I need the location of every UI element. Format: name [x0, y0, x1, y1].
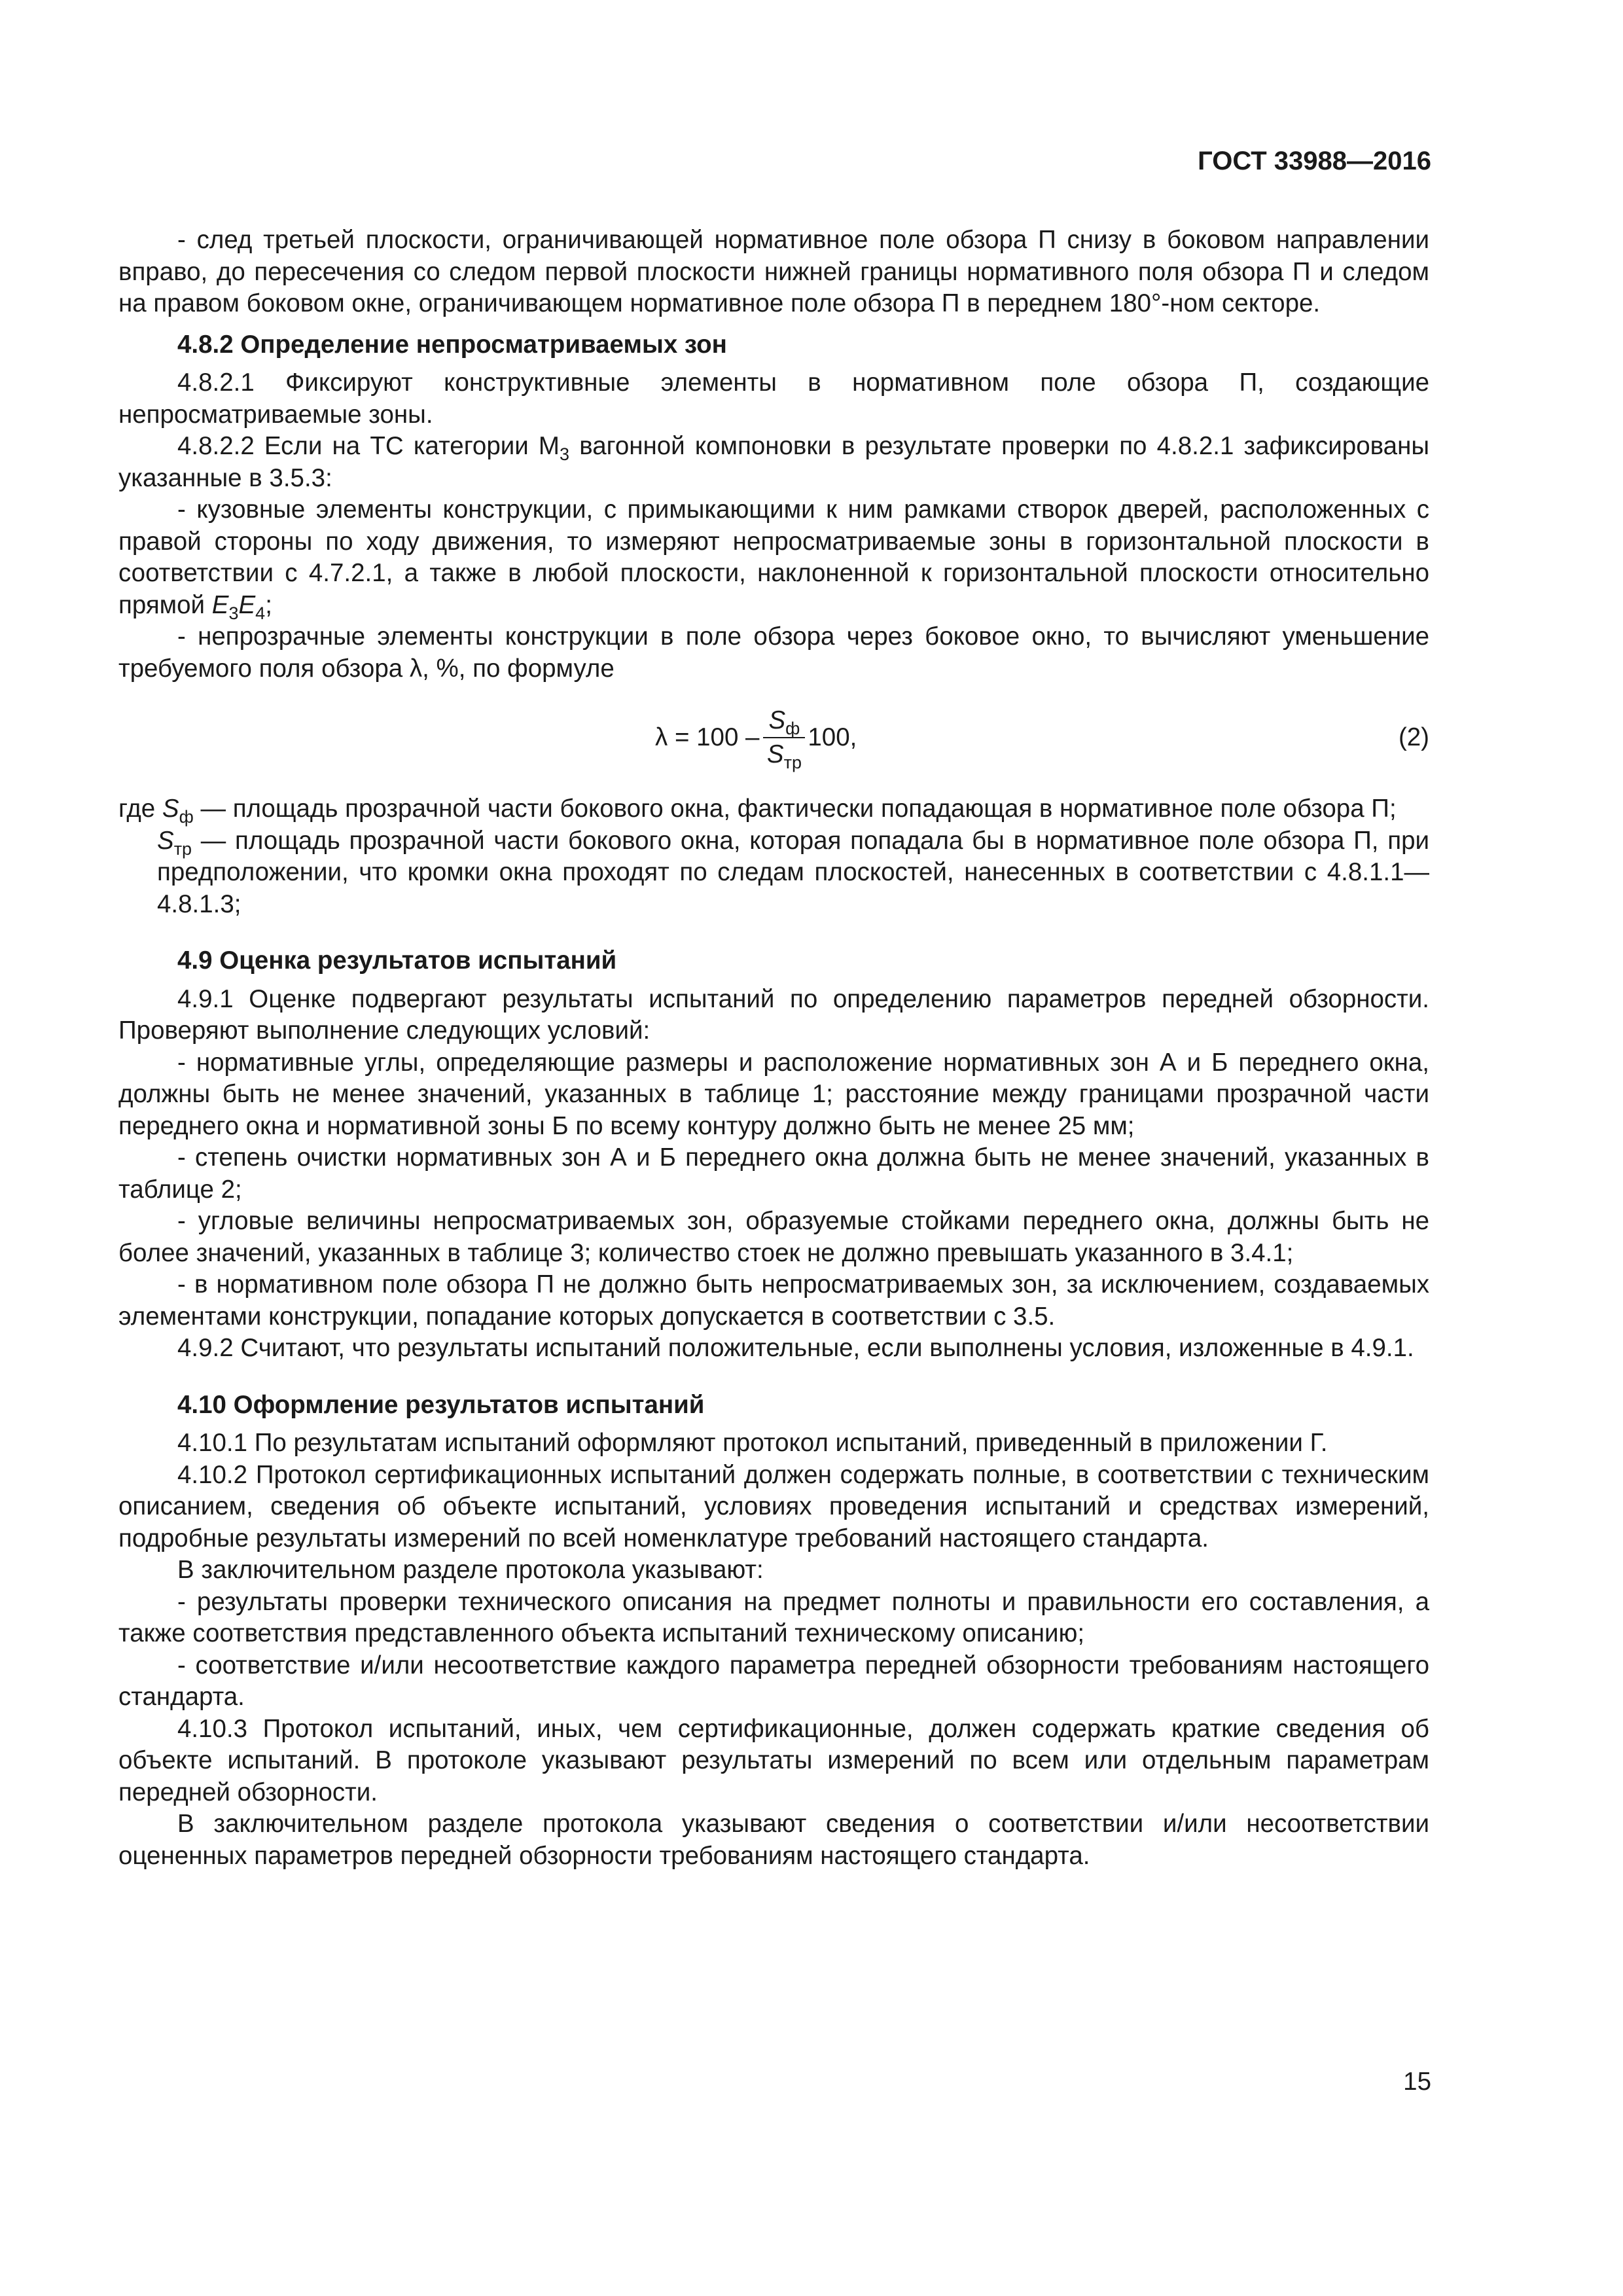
bullet-opaque-elements: - непрозрачные элементы конструкции в поле обзора через боковое окно, то вычисляют уменьшение требуемого поля обзора λ, %, по формуле	[118, 622, 1429, 683]
formula-fraction	[763, 706, 805, 770]
heading-4-9: 4.9 Оценка результатов испытаний	[177, 946, 617, 975]
paragraph-4-10-1: 4.10.1 По результатам испытаний оформляют протокол испытаний, приведенный в приложении Г.	[177, 1429, 1328, 1457]
bullet-parameter-compliance: - соответствие и/или несоответствие каждого параметра передней обзорности требованиям настоящего стандарта.	[118, 1651, 1429, 1711]
formula-number: (2)	[1398, 723, 1429, 751]
numerator-subscript: ф	[785, 719, 800, 738]
page-number: 15	[1403, 2068, 1431, 2096]
bullet-normative-angles: - нормативные углы, определяющие размеры и расположение нормативных зон А и Б переднего окна, должны быть не менее значений, указанных в таблице 1; расстояние между границами прозрачной части переднего окна и нормативной зоны Б по всему контуру должно быть не менее 25 мм;	[118, 1048, 1429, 1140]
bullet-tech-description-check: - результаты проверки технического описания на предмет полноты и правильности его составления, а также соответствия представленного объекта испытаний техническому описанию;	[118, 1587, 1429, 1647]
formula-expression	[655, 689, 857, 787]
bullet-no-blind-zones: - в нормативном поле обзора П не должно быть непросматриваемых зон, за исключением, создаваемых элементами конструкции, попадание которых допускается в соответствии с 3.5.	[118, 1270, 1429, 1331]
definition-s-tr-text: — площадь прозрачной части бокового окна, которая попадала бы в нормативное поле обзора П, при предположении, что кромки окна проходят по следам плоскостей, нанесенных в соответствии с 4.8.1.1—4.8.1.3;	[157, 826, 1429, 918]
definition-s-f-subscript: ф	[179, 807, 194, 827]
paragraph-final-section-summary: В заключительном разделе протокола указывают сведения о соответствии и/или несоответствии оцененных параметров передней обзорности требованиям настоящего стандарта.	[118, 1810, 1429, 1870]
paragraph-4-8-2-2-end: вагонной компоновки в результате проверки по 4.8.2.1 зафиксированы указанные в 3.5.3:	[118, 432, 1429, 492]
paragraph-4-10-3: 4.10.3 Протокол испытаний, иных, чем сертификационные, должен содержать краткие сведения об объекте испытаний. В протоколе указывают результаты измерений по всем или отдельным параметрам передней обзорности.	[118, 1714, 1429, 1806]
document-code-header: ГОСТ 33988—2016	[1198, 147, 1431, 175]
paragraph-4-10-2: 4.10.2 Протокол сертификационных испытаний должен содержать полные, в соответствии с техническим описанием, сведения об объекте испытаний, условиях проведения испытаний и средствах измерений, подробные результаты измерений по всей номенклатуре требований настоящего стандарта.	[118, 1460, 1429, 1552]
paragraph-4-8-2-2	[118, 431, 1429, 494]
line-e4-letter: E	[238, 590, 256, 619]
denominator-subscript: тр	[783, 753, 802, 772]
intro-paragraph: - след третьей плоскости, ограничивающей нормативное поле обзора П снизу в боковом направлении вправо, до пересечения со следом первой плоскости нижней границы нормативного поля обзора П и следом на правом боковом окне, ограничивающем нормативное поле обзора П в переднем 180°-ном секторе.	[118, 226, 1429, 317]
definition-s-tr-subscript: тр	[173, 838, 192, 859]
definition-s-f-symbol: S	[162, 795, 179, 823]
paragraph-final-section-intro: В заключительном разделе протокола указывают:	[177, 1556, 764, 1584]
definition-where: где	[118, 795, 162, 823]
definition-s-f-text: — площадь прозрачной части бокового окна, фактически попадающая в нормативное поле обзора П;	[193, 795, 1397, 823]
fraction-numerator	[763, 706, 805, 738]
paragraph-4-9-2: 4.9.2 Считают, что результаты испытаний положительные, если выполнены условия, изложенные в 4.9.1.	[177, 1334, 1414, 1362]
category-subscript: 3	[560, 444, 570, 464]
heading-4-8-2: 4.8.2 Определение непросматриваемых зон	[177, 330, 727, 359]
numerator-symbol: S	[768, 706, 786, 734]
formula-multiplier: 100,	[808, 723, 857, 751]
formula-block	[118, 689, 1429, 787]
fraction-denominator	[767, 738, 802, 770]
bullet-cleaning-degree: - степень очистки нормативных зон А и Б переднего окна должна быть не менее значений, указанных в таблице 2;	[118, 1143, 1429, 1204]
definition-s-f	[118, 793, 1429, 825]
formula-lhs: λ = 100 –	[655, 723, 760, 751]
bullet-angular-values: - угловые величины непросматриваемых зон, образуемые стойками переднего окна, должны быть не более значений, указанных в таблице 3; количество стоек не должно превышать указанного в 3.4.1;	[118, 1207, 1429, 1267]
document-body	[118, 224, 1429, 1872]
line-e3-letter: E	[211, 590, 229, 619]
line-e3-subscript: 3	[228, 603, 239, 623]
bullet-body-elements-text: - кузовные элементы конструкции, с примыкающими к ним рамками створок дверей, расположенных с правой стороны по ходу движения, то измеряют непросматриваемые зоны в горизонтальной плоскости в соответствии с 4.7.2.1, а также в любой плоскости, наклоненной к горизонтальной плоскости относительно прямой	[118, 495, 1429, 619]
line-e4-subscript: 4	[255, 603, 266, 623]
heading-4-10: 4.10 Оформление результатов испытаний	[177, 1390, 705, 1419]
paragraph-4-9-1: 4.9.1 Оценке подвергают результаты испытаний по определению параметров передней обзорности. Проверяют выполнение следующих условий:	[118, 984, 1429, 1045]
bullet-body-elements	[118, 494, 1429, 621]
bullet-body-elements-end: ;	[265, 590, 272, 619]
paragraph-4-8-2-2-start: 4.8.2.2 Если на ТС категории М	[177, 432, 560, 460]
definition-s-tr	[118, 825, 1429, 921]
paragraph-4-8-2-1: 4.8.2.1 Фиксируют конструктивные элементы в нормативном поле обзора П, создающие непросматриваемые зоны.	[118, 368, 1429, 429]
denominator-symbol: S	[766, 740, 784, 768]
definition-s-tr-symbol: S	[157, 826, 174, 855]
